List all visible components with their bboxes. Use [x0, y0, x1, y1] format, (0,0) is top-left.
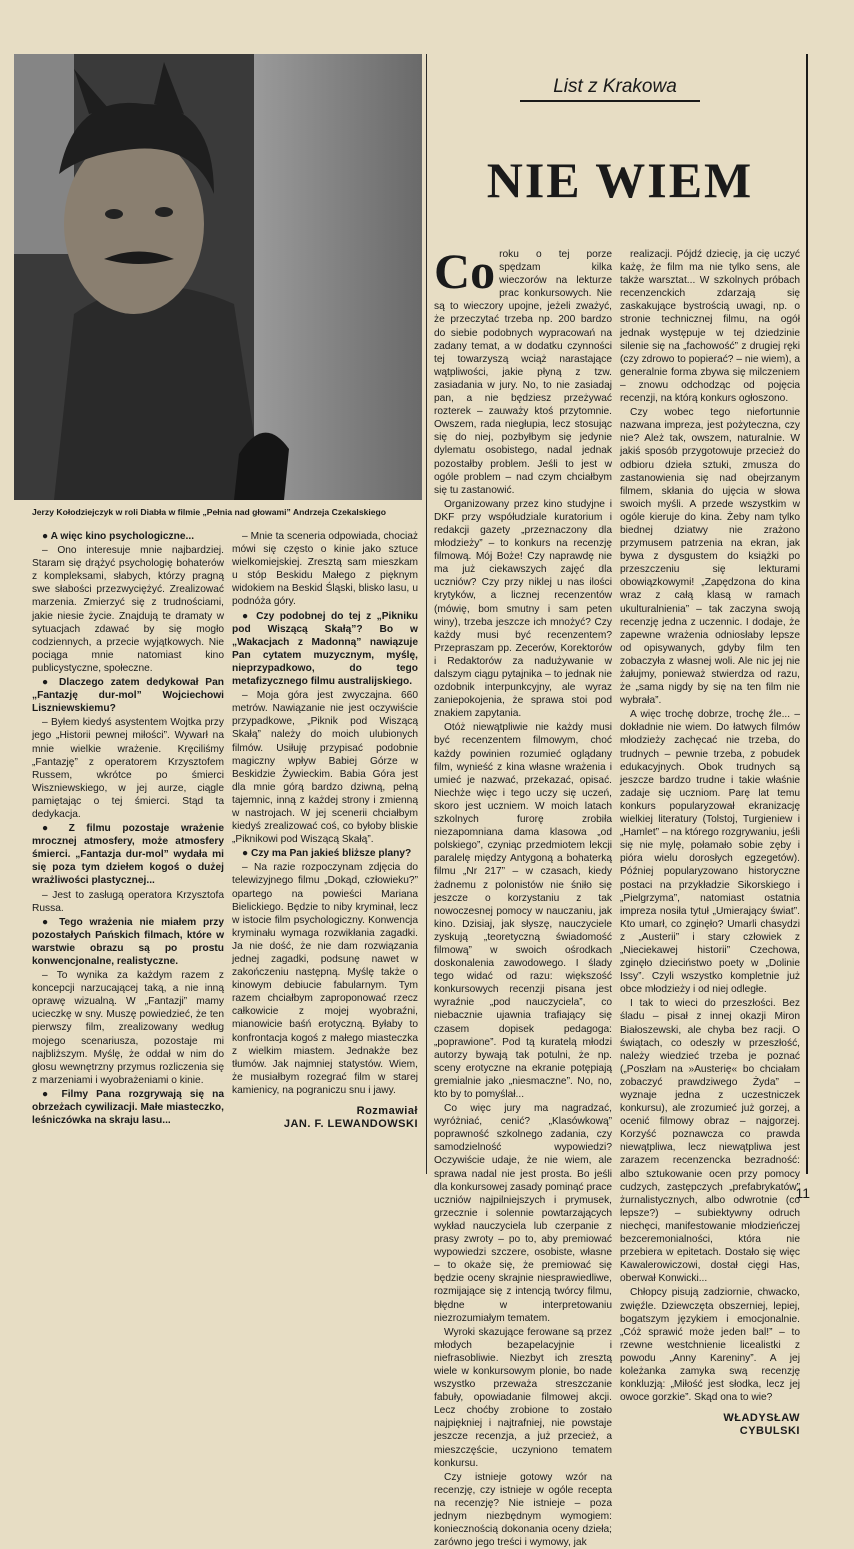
article-paragraph: realizacji. Pójdź dziecię, ja cię uczyć każę, że film ma nie tylko sens, ale także warsztat... W szkolnych próbach recenzenckich zdarzają się zaskakujące bystrością uwagi, np. o stronie technicznej filmu, na ogół jednak występuje w tej dziedzinie silenie się na „fachowość” z drugiej ręki (czy zdrowo to popierać? – nie wiem), a generalnie forma zbywa się milczeniem – znowu odchodząc od pojęcia recenzji, na którą konkurs ogłoszono. — [620, 249, 800, 405]
article-column-2 — [620, 248, 800, 1438]
interview-answer: – Ono interesuje mnie najbardziej. Staram się drążyć psychologię bohaterów z kompleksami, słabych, którzy pragną swe słabości przezwyciężyć. Zrealizować marzenia. Zmierzyć się z trudnościami, jakie niesie życie. Znajdują te dramaty w sytuacjach zdawać by się mogło codziennych, a przecie wyjątkowych. Nie pociąga mnie natomiast kino publicystyczne, społeczne. — [32, 545, 224, 674]
column-rule — [806, 54, 808, 1174]
interview-answer: – Na razie rozpoczynam zdjęcia do telewizyjnego filmu „Dokąd, człowieku?” opartego na powieści Mariana Bielickiego. Będzie to niby kryminał, lecz w istocie film psychologiczny. Konwencja kryminału wymaga rozwikłania zagadki. Ja nie dość, że nie dam rozwiązania jednej zagadki, podsunę nawet w zakończeniu następną. Myślę także o kinowym debiucie fabularnym. Tym razem chciałbym zaproponować rzecz całkowicie z mojej wyobraźni, mianowicie baśń erotyczną. Byłaby to konfrontacja kogoś z małego miasteczka z wielkim miastem. Jednakże bez tłumów. Jak najmniej statystów. Wiem, że musiałbym rozegrać film w starej kamienicy, na pograniczu snu i jawy. — [232, 862, 418, 1096]
section-kicker: List z Krakowa — [553, 76, 677, 97]
article-col2-body — [620, 248, 800, 1404]
interview-answer: – Moja góra jest zwyczajna. 660 metrów. Nawiązanie nie jest oczywiście przypadkowe, „Piknik pod Wiszącą Skałą” należy do moich ulubionych filmów. Usiłuję przypisać podobnie magiczny wpływ Babiej Górze w Beskidzie Żywieckim. Babia Góra jest dla mnie górą bardzo dziwną, pełną tajemnic, inną z każdej strony i zmienną w nastrojach. W jej scenerii chciałbym kiedyś zrealizować coś, co byłoby bliskie „Piknikowi pod Wiszącą Skałą”. — [232, 690, 418, 846]
article-col1-body — [434, 243, 612, 1549]
signature-name: JAN. F. LEWANDOWSKI — [283, 1118, 418, 1131]
article-paragraph: Chłopcy pisują zadziornie, chwacko, zwięźle. Dziewczęta obszerniej, lepiej, bogatszym językiem i emocjonalnie. „Cóż sprawić może jeden bal!” – to rzewne westchnienie licealistki z powodu „Anny Kareniny”. A jej koleżanka zamyka swą recenzję konkluzją: „Miłość jest słodka, lecz jej owoce gorzkie”. Skąd ona to wie? — [620, 1287, 800, 1404]
photo — [14, 54, 422, 500]
interview-question: ● Tego wrażenia nie miałem przy pozostałych Pańskich filmach, które w warstwie obrazu są po prostu konwencjonalne, realistyczne. — [32, 916, 224, 968]
page-number: 11 — [795, 1185, 810, 1201]
interview-question: ● Filmy Pana rozgrywają się na obrzeżach cywilizacji. Małe miasteczko, leśniczówka na skraju lasu... — [32, 1088, 224, 1127]
photo-caption: Jerzy Kołodziejczyk w roli Diabła w filmie „Pełnia nad głowami” Andrzeja Czekalskiego — [32, 507, 387, 517]
interview-question: ● Czy podobnej do tej z „Pikniku pod Wiszącą Skałą”? Bo w „Wakacjach z Madonną” nawiązuje Pan cytatem muzycznym, myślę, nieprzypadkowo, do tego metafizycznego filmu australijskiego. — [232, 610, 418, 689]
dropcap: Co — [434, 243, 496, 299]
interview-question: ● Z filmu pozostaje wrażenie mrocznej atmosfery, może atmosfery śmierci. „Fantazja dur-mol” wydała mi się poza tym dziełem kogoś o dużej wrażliwości plastycznej... — [32, 822, 224, 887]
author-signature — [620, 1412, 800, 1438]
article-paragraph: Organizowany przez kino studyjne i DKF przy współudziale kuratorium i redakcji gazety „przeznaczony dla młodzieży” – to konkurs na recenzję filmową. Mój Boże! Czy naprawdę nie ma już ciekawszych zajęć dla uczniów? Czy przy niklej u nas ilości krytyków, a licznej recenzentów (mówię, bom smutny i sam peten winy), trzeba jeszcze ich mnożyć? Czy każdy musi być recenzentem? Przepraszam pp. Zecerów, Korektorów i Redaktorów za nadużywanie w dalszym ciągu pytajnika – to jednak nie ozdobnik interpunkcyjny, ale wyraz zaniepokojenia, że sprawa stoi pod znakiem zapytania. — [434, 498, 612, 720]
article-paragraph: I tak to wieci do przeszłości. Bez śladu – pisał z innej okazji Miron Białoszewski, ale chyba bez racji. O świątach, co odeszły w przeszłość, należy wiedzieć trzeba je poznać („Poszłam na »Austerię« bo chciałam zobaczyć prawdziwego Żyda” – wyznaje jedna z uczestniczek konkursu), ale zrozumieć już gorzej, a ocenić filmowy obraz – najgorzej. Korzyść poznawcza co prawda niewątpliwa, lecz niewątpliwa jest zarazem recenzencka bezradność: albo sztukowanie ocen przy pomocy cudzych, zastępczych „prefabrykatów” żurnalistycznych, albo odwrotnie (co lepsze?) – subiektywny odruch niechęci, manifestowanie młodzieńczej bezceremonialności, która nie przebiera w epitetach. Dostało się więc Kawalerowiczowi, dostał cięgi Has, oberwał Konwicki... — [620, 998, 800, 1285]
article-headline: NIE WIEM — [486, 152, 754, 208]
interview-signature — [232, 1105, 418, 1131]
interview-question: ● Dlaczego zatem dedykował Pan „Fantazję dur-mol” Wojciechowi Liszniewskiemu? — [32, 676, 224, 715]
kicker-underline — [520, 100, 700, 102]
interview-question: ● A więc kino psychologiczne... — [32, 530, 224, 543]
article-column-1 — [434, 243, 612, 1549]
article-paragraph: A więc trochę dobrze, trochę źle... – dokładnie nie wiem. Do łatwych filmów młodzieży zachęcać nie trzeba, do trudnych – pewnie trzeba, z pobudek edukacyjnych. Obok trudnych są jeszcze bardzo trudne i takie właśnie zadaje się uczniom. Parę lat temu konkurs popularyzował ekranizację wielkiej literatury (Tolstoj, Turgieniew i „Hamlet” – na którego rozgrywaniu, jeśli się nie mylę, połamało sobie zęby i pióra wielu dorosłych egzegetów). Później popularyzowano historyczne postaci na przykładzie Sikorskiego i „Pielgrzyma”, natomiast ostatnia impreza nosiła tytuł „Umierający świat”. Kto umarł, co zginęło? Umarli chasydzi z „Austerii” i stary człowiek z „Nieciekawej historii” Czechowa, zginęło dzieciństwo poety w „Dolinie Issy”. Czyli wszystko kompletnie już obce młodzieży i od niej odległe. — [620, 709, 800, 996]
author-last-name: CYBULSKI — [739, 1425, 800, 1438]
column-divider — [426, 54, 427, 1174]
article-paragraph: Czy istnieje gotowy wzór na recenzję, czy istnieje w ogóle recepta na recenzję? Nie istnieje – poza jednym niezbędnym wymogiem: koniecznością dokonania oceny dzieła; zarówno jego treści i wymowy, jak — [434, 1471, 612, 1549]
interview-column-1 — [32, 530, 224, 1170]
interview-answer: – Jest to zasługą operatora Krzysztofa Russa. — [32, 889, 224, 914]
interview-col1-body — [32, 530, 224, 1127]
photo-illustration — [14, 54, 422, 500]
interview-col2-body — [232, 530, 418, 1097]
interview-question: ● Czy ma Pan jakieś bliższe plany? — [232, 847, 418, 860]
article-paragraph: Co więc jury ma nagradzać, wyróżniać, cenić? „Klasówkową” poprawność szkolnego zadania, czy samodzielność wypowiedzi? Oczywiście udaje, że nie wiem, ale sprawa nadal nie jest prosta. Bo jeśli dla konkursowej zasady pominąć prace uczniów najpilniejszych i prymusek, grzecznie i solennie powtarzających wykład nauczyciela lub czerpanie z prasy zwroty – po to, aby premiować wypowiedzi szczere, osobiste, własne – to okaże się, że premiować się będzie oceny skrajnie niesprawiedliwe, rozmijające się z intencją twórcy filmu, błędne w interpretowaniu niezrozumiałym tematem. — [434, 1103, 612, 1324]
author-first-name: WŁADYSŁAW — [723, 1412, 800, 1425]
signature-label: Rozmawiał — [356, 1105, 418, 1118]
article-paragraph: Wyroki skazujące ferowane są przez młodych bezapelacyjnie i niefrasobliwie. Niezbyt ich zresztą wiele w konkursowym plonie, bo nade wszystko przeważa streszczanie fabuły, opowiadanie filmowej akcji. Lecz choćby zrobione to zostało najpiękniej i najtrafniej, nie powstaje jeszcze recenzja, a już przecież, a mieszczęście, uczyniono tematem konkursu. — [434, 1326, 612, 1469]
article-paragraph: Czy wobec tego niefortunnie nazwana impreza, jest pożyteczna, czy nie? Ależ tak, owszem, naturalnie. W jakiś sposób przygotowuje przecież do odbioru dzieła sztuki, zmusza do zastanowienia się nad obejrzanym filmem, skłania do ujęcia w słowa swoich myśli. A przede wszystkim w ogóle kieruje do kina. Żeby nam tylko biednej dziatwy nie zrażono przymusem patrzenia na ekran, jak bywa z dysgustem do książki po przeszczeniu się lekturami obowiązkowymi! „Zapędzona do kina wraz z całą klasą w ramach ukulturalnienia” – tak zaczyna swoją recenzję jedna z uczennic. I dodaje, że zapewne wrażenia odniosłaby lepsze od opisywanych, gdyby film ten zobaczyła z własnej woli. Ale nic jej nie żałujmy, ponieważ stwierdza od razu, że „sama nigdy by się na ten film nie wybrała”. — [620, 407, 800, 707]
interview-answer: – Mnie ta sceneria odpowiada, chociaż mówi się często o kinie jako sztuce wielkomiejskiej. Zresztą sam mieszkam u stóp Beskidu Małego z pięknym widokiem na Beskid Śląski, blisko lasu, u podnóża góry. — [232, 531, 418, 608]
article-paragraph: roku o tej porze spędzam kilka wieczorów na lekturze prac konkursowych. Nie są to wieczory upojne, jeżeli zważyć, że przeczytać trzeba np. 200 bardzo do siebie podobnych wypracowań na zadany temat, a w dodatku czynności tej towarzyszą wciąż narastające wątpliwości, jakie płyną z tzw. zasiadania w jury. No, to nie zasiadaj pan, a nie będziesz przeżywać rozterek – zauważy ktoś przytomnie. Owszem, rada niegłupia, lecz stosując się do niej, pozbyłbym się jedynie dylematu osobistego, nadal jednak pozostałby problem. Jeśli to jest w ogóle problem – nad czym chciałbym się tu zastanowić. — [434, 249, 612, 496]
interview-answer: – To wynika za każdym razem z koncepcji narzucającej taką, a nie inną oprawę wizualną. W „Fantazji” mamy ucieczkę w sny. Muszę powiedzieć, że ten pierwszy film, zrealizowany według mojego scenariusza, pozostaje mi najbliższym. Myślę, że oddał w nim do głosu wewnętrzny przymus rozliczenia się z marzeniami i wyobrażeniami o kinie. — [32, 970, 224, 1086]
interview-answer: – Byłem kiedyś asystentem Wojtka przy jego „Historii pewnej miłości”. Wywarł na mnie wielkie wrażenie. Kręciliśmy „Fantazję” z operatorem Krzysztofem Russem, wkrótce po śmierci Wiszniewskiego, w jej aurze, ciągle pamiętając o tej śmierci. Stąd ta dedykacja. — [32, 717, 224, 820]
article-paragraph: Otóż niewątpliwie nie każdy musi być recenzentem filmowym, choć każdy powinien rozumieć oglądany film, wynieść z kina własne wrażenia i umieć je nazwać, przekazać, opisać. Niechże więc i tego uczy się uczeń, skoro jest uczniem. W moich latach szkolnych furorę zrobiła niezapomniana dama klasowa „od polskiego”, czyniąc przedmiotem lekcji paralelę między Antygoną a bohaterką filmu „Nr 217” – w czasach, kiedy żadnemu z polonistów nie śniło się jeszcze o korzystaniu z tak nowoczesnej pomocy w nauczaniu, jak kino. Dzisiaj, jak słyszę, nauczyciele zyskują „teoretyczną świadomość filmową” w swoich ośrodkach doskonalenia zawodowego. I ślady tego widać od razu: większość konkursowych recenzji pisana jest wyraźnie „pod nauczyciela”, co niebacznie ujawnia trafiający się czasem dopisek pedagoga: „poprawione”. Pod tą kuratelą młodzi autorzy bywają tak potulni, że np. sceny erotyczne na ekranie potępiają gremialnie jako „niesmaczne”. No, no, kto by to pomyślał... — [434, 722, 612, 1100]
interview-column-2 — [232, 530, 418, 1170]
